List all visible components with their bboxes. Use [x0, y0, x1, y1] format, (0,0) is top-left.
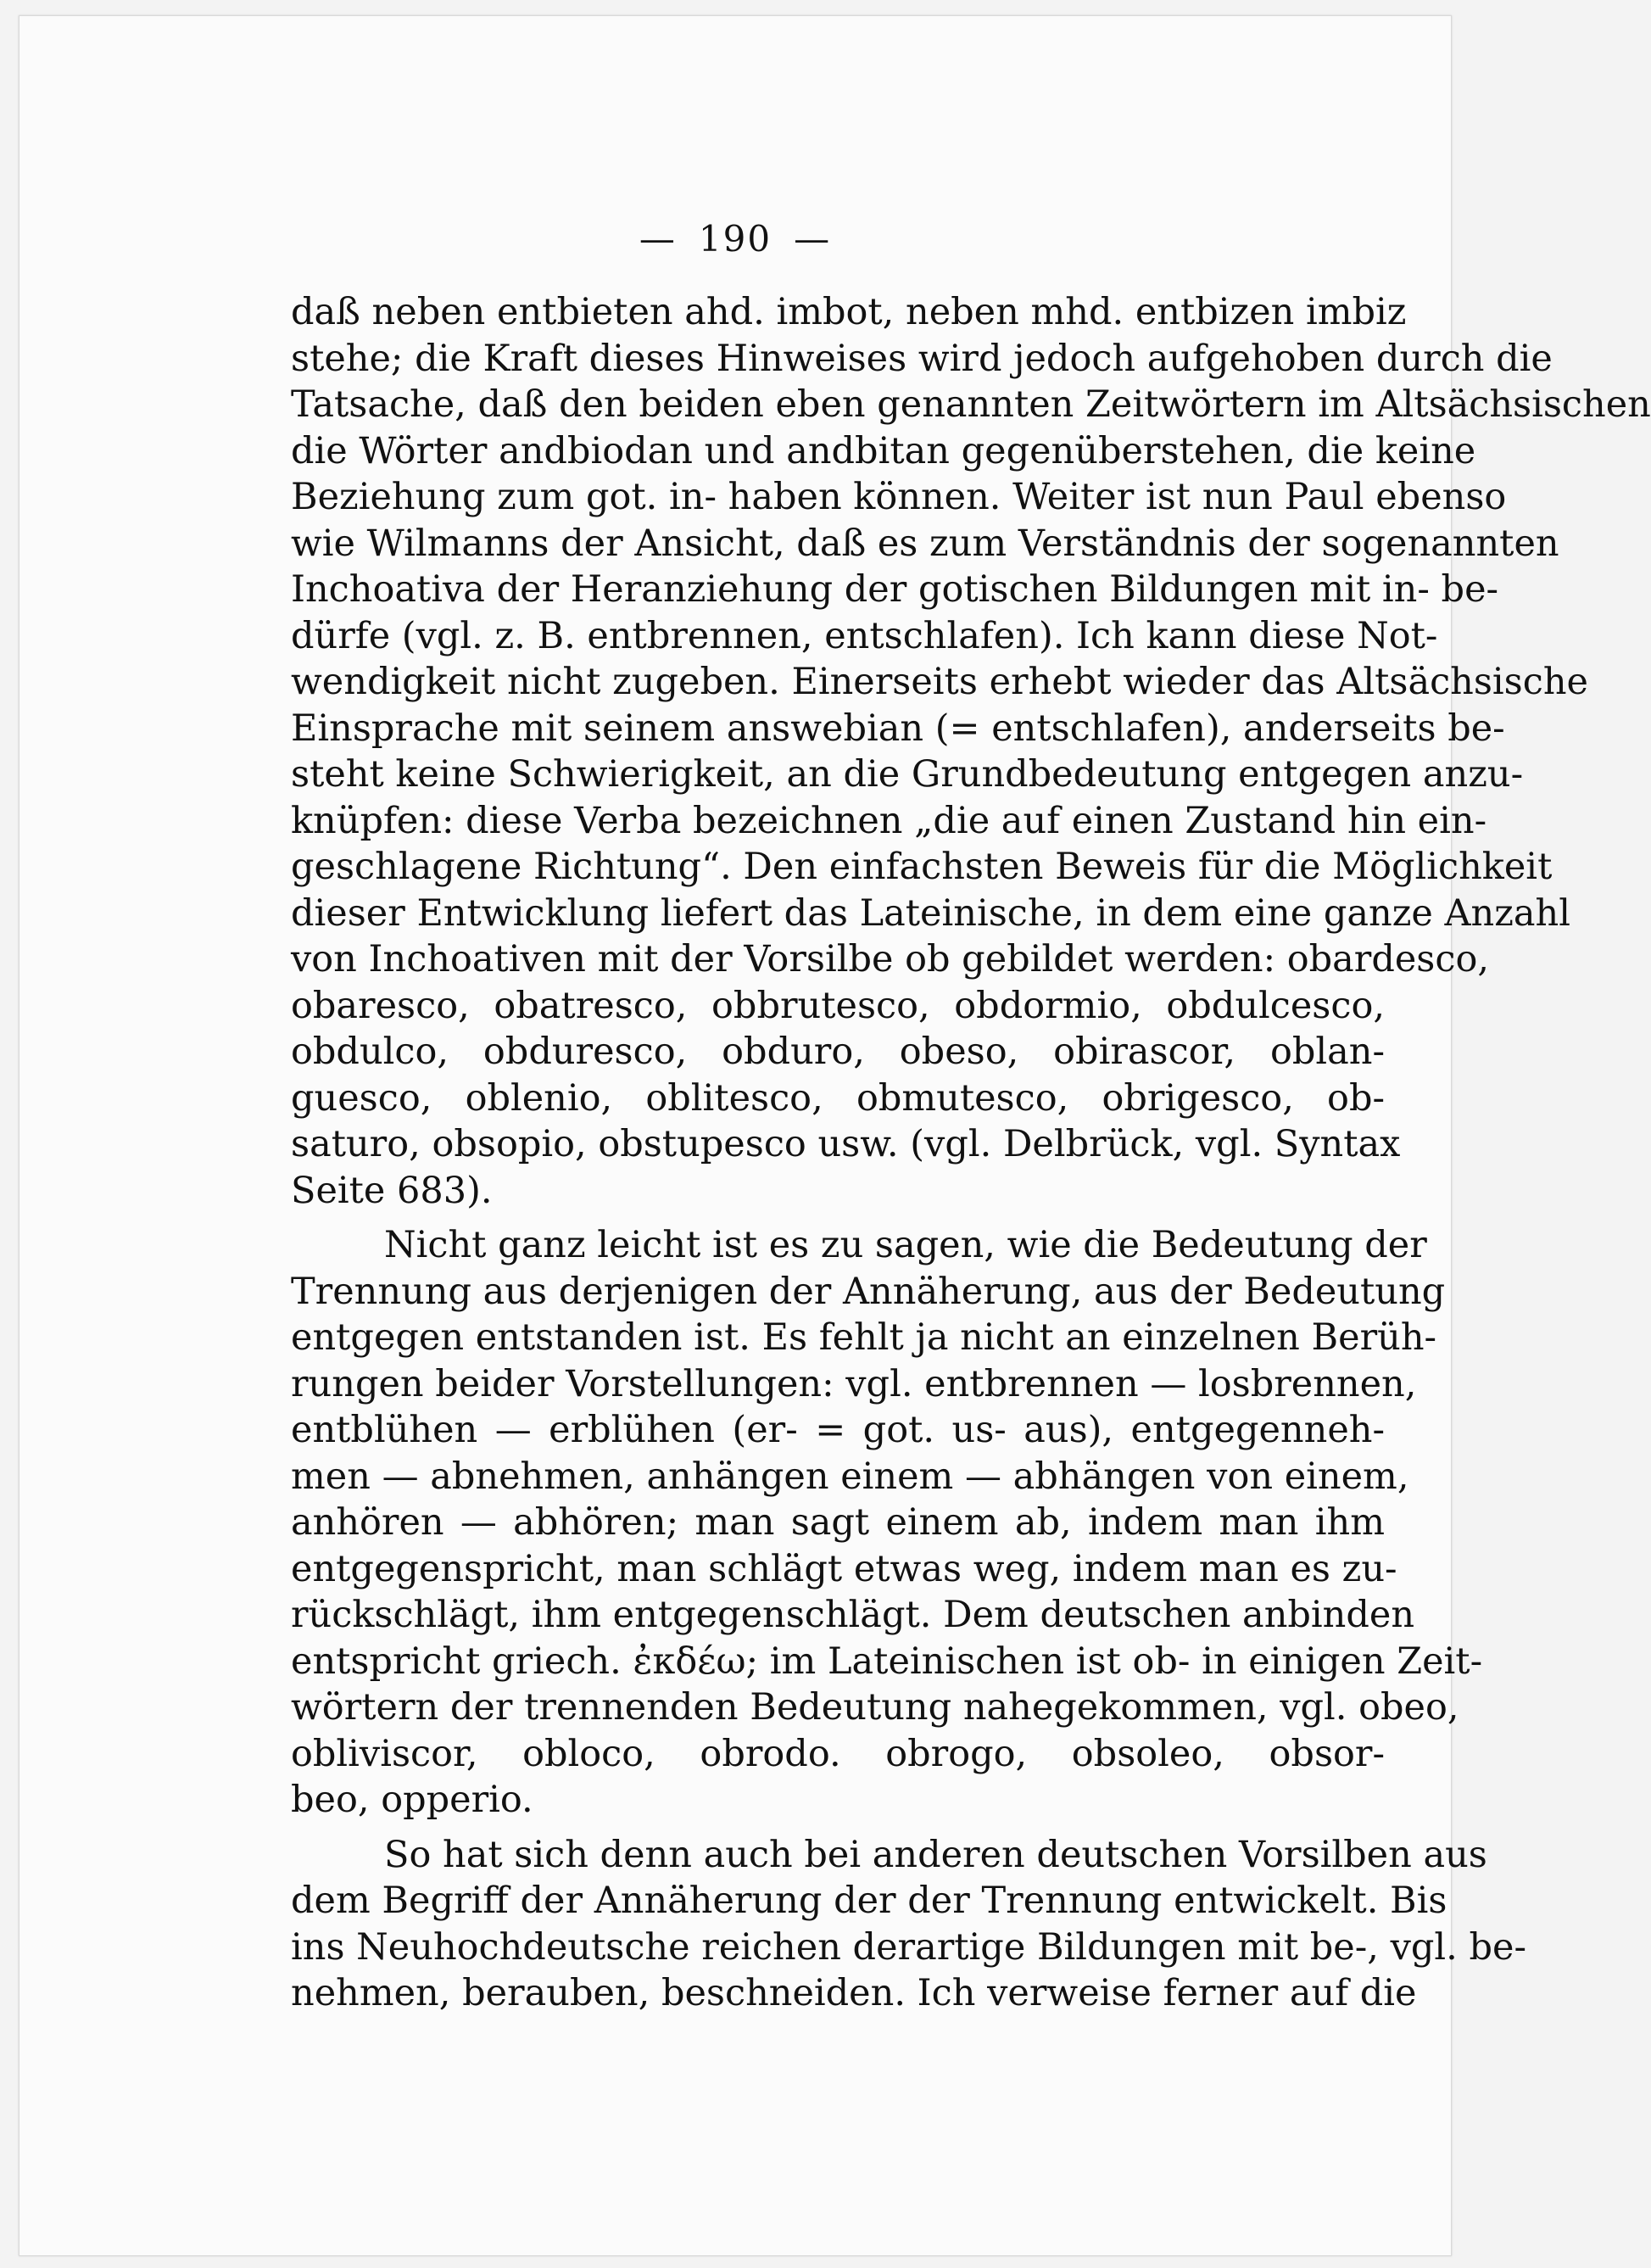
text-line: entgegen entstanden ist. Es fehlt ja nicht an einzelnen Berüh-: [291, 1316, 1437, 1359]
page-number-dash-right: —: [794, 218, 832, 260]
text-line: anhören — abhören; man sagt einem ab, indem man ihm: [291, 1501, 1385, 1544]
text-line: obliviscor, obloco, obrodo. obrogo, obsoleo, obsor-: [291, 1732, 1385, 1775]
text-line: dem Begriff der Annäherung der der Trennung entwickelt. Bis: [291, 1880, 1447, 1922]
text-line: dieser Entwicklung liefert das Lateinische, in dem eine ganze Anzahl: [291, 891, 1570, 935]
text-line: guesco, oblenio, oblitesco, obmutesco, obrigesco, ob-: [291, 1076, 1385, 1120]
page-number-dash-left: —: [639, 218, 677, 260]
text-line: von Inchoativen mit der Vorsilbe ob gebildet werden: obardesco,: [291, 938, 1490, 980]
text-line: wörtern der trennenden Bedeutung nahegekommen, vgl. obeo,: [291, 1686, 1459, 1729]
body-text: [291, 289, 1651, 2017]
text-line: Nicht ganz leicht ist es zu sagen, wie die Bedeutung der: [384, 1224, 1427, 1266]
text-line: Einsprache mit seinem answebian (= entschlafen), anderseits be-: [291, 707, 1505, 750]
text-line: wendigkeit nicht zugeben. Einerseits erhebt wieder das Altsächsische: [291, 661, 1588, 703]
text-line: beo, opperio.: [291, 1779, 533, 1821]
text-line: geschlagene Richtung“. Den einfachsten Beweis für die Möglichkeit: [291, 846, 1553, 888]
text-line: dürfe (vgl. z. B. entbrennen, entschlafen). Ich kann diese Not-: [291, 614, 1438, 657]
text-line: Seite 683).: [291, 1169, 493, 1212]
page-number-value: 190: [698, 218, 773, 260]
text-line: entblühen — erblühen (er- = got. us- aus), entgegenneh-: [291, 1409, 1385, 1451]
paragraph-2: [291, 1222, 1483, 1824]
text-line: Trennung aus derjenigen der Annäherung, aus der Bedeutung: [291, 1270, 1446, 1313]
text-line: So hat sich denn auch bei anderen deutschen Vorsilben aus: [384, 1833, 1487, 1876]
book-page: [19, 15, 1651, 2256]
paragraph-3: [291, 1832, 1527, 2017]
text-line: steht keine Schwierigkeit, an die Grundbedeutung entgegen anzu-: [291, 753, 1524, 796]
text-line: saturo, obsopio, obstupesco usw. (vgl. Delbrück, vgl. Syntax: [291, 1123, 1401, 1165]
text-line: obdulco, obduresco, obduro, obeso, obirascor, oblan-: [291, 1031, 1385, 1073]
text-line: nehmen, berauben, beschneiden. Ich verweise ferner auf die: [291, 1972, 1417, 2014]
text-line: die Wörter andbiodan und andbitan gegenüberstehen, die keine: [291, 429, 1476, 472]
text-line: obaresco, obatresco, obbrutesco, obdormio, obdulcesco,: [291, 984, 1385, 1027]
text-line: rückschlägt, ihm entgegenschlägt. Dem deutschen anbinden: [291, 1594, 1415, 1636]
paragraph-1: [291, 289, 1651, 1214]
text-line: ins Neuhochdeutsche reichen derartige Bildungen mit be-, vgl. be-: [291, 1925, 1527, 1969]
text-line: stehe; die Kraft dieses Hinweises wird jedoch aufgehoben durch die: [291, 337, 1553, 380]
text-line: men — abnehmen, anhängen einem — abhängen von einem,: [291, 1455, 1409, 1498]
text-line: Tatsache, daß den beiden eben genannten Zeitwörtern im Altsächsischen: [291, 383, 1651, 426]
text-line: entspricht griech. ἐκδέω; im Lateinischen ist ob- in einigen Zeit-: [291, 1640, 1483, 1683]
page-number: [20, 218, 1451, 260]
text-line: Beziehung zum got. in- haben können. Weiter ist nun Paul ebenso: [291, 476, 1507, 518]
text-line: rungen beider Vorstellungen: vgl. entbrennen — losbrennen,: [291, 1362, 1417, 1405]
text-line: Inchoativa der Heranziehung der gotischen Bildungen mit in- be-: [291, 568, 1499, 611]
text-line: daß neben entbieten ahd. imbot, neben mhd. entbizen imbiz: [291, 291, 1407, 333]
text-line: entgegenspricht, man schlägt etwas weg, indem man es zu-: [291, 1547, 1397, 1590]
text-line: knüpfen: diese Verba bezeichnen „die auf einen Zustand hin ein-: [291, 799, 1487, 842]
text-line: wie Wilmanns der Ansicht, daß es zum Verständnis der sogenannten: [291, 522, 1559, 565]
